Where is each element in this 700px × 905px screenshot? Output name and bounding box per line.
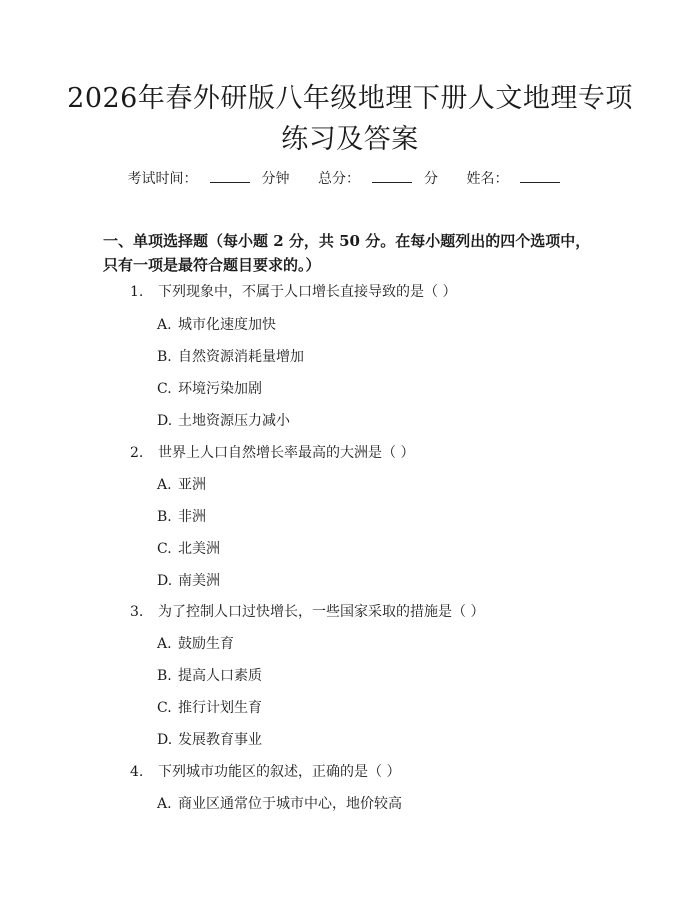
option-text: 商业区通常位于城市中心，地价较高 [178,796,402,812]
option-2c [157,538,220,558]
question-number: 1. [130,284,144,300]
question-2 [130,442,414,462]
option-1c [157,378,262,398]
option-text: 亚洲 [178,477,206,493]
section-heading: 一、单项选择题（每小题 2 分，共 50 分。在每小题列出的四个选项中，只有一项是最符合题目要求的。） [103,232,591,274]
page-title: 2026年春外研版八年级地理下册人文地理专项练习及答案 [67,83,633,155]
option-letter: D. [157,413,173,429]
option-text: 城市化速度加快 [178,317,276,333]
option-letter: A. [157,477,172,493]
option-1d [157,410,290,430]
option-letter: A. [157,636,172,652]
option-text: 鼓励生育 [178,636,234,652]
question-text: 世界上人口自然增长率最高的大洲是（ ） [158,445,415,461]
option-text: 环境污染加剧 [178,381,262,397]
option-3a [157,633,234,653]
total-score-unit: 分 [424,171,438,187]
option-2d [157,570,220,590]
question-number: 4. [130,764,144,780]
option-text: 非洲 [178,509,206,525]
option-letter: C. [157,541,172,557]
question-number: 3. [130,604,144,620]
question-1 [130,281,456,301]
total-score-blank [372,170,412,183]
option-letter: B. [157,349,172,365]
question-text: 为了控制人口过快增长，一些国家采取的措施是（ ） [158,604,485,620]
student-name-blank [520,170,560,183]
total-score-field [318,171,438,187]
option-letter: B. [157,509,172,525]
option-2a [157,474,206,494]
option-text: 南美洲 [178,573,220,589]
option-1b [157,346,304,366]
option-3c [157,697,262,717]
option-letter: A. [157,317,172,333]
question-4 [130,761,400,781]
option-letter: A. [157,796,172,812]
option-letter: B. [157,668,172,684]
option-text: 北美洲 [178,541,220,557]
exam-info-line [0,168,700,188]
exam-time-field [128,171,290,187]
option-text: 推行计划生育 [178,700,262,716]
option-text: 发展教育事业 [178,732,262,748]
option-text: 提高人口素质 [178,668,262,684]
question-number: 2. [130,445,144,461]
total-score-label: 总分： [318,171,360,187]
question-text: 下列现象中，不属于人口增长直接导致的是（ ） [158,284,457,300]
exam-time-unit: 分钟 [261,171,290,187]
option-text: 自然资源消耗量增加 [178,349,304,365]
option-3b [157,665,262,685]
student-name-label: 姓名： [466,171,509,187]
option-text: 土地资源压力减小 [178,413,290,429]
option-4a [157,793,402,813]
question-text: 下列城市功能区的叙述，正确的是（ ） [158,764,401,780]
option-letter: C. [157,381,172,397]
option-2b [157,506,206,526]
student-name-field [466,171,572,187]
option-letter: D. [157,732,173,748]
exam-time-blank [210,170,250,183]
option-3d [157,729,262,749]
question-3 [130,601,484,621]
option-letter: C. [157,700,172,716]
exam-time-label: 考试时间： [127,171,198,187]
option-1a [157,314,276,334]
option-letter: D. [157,573,173,589]
